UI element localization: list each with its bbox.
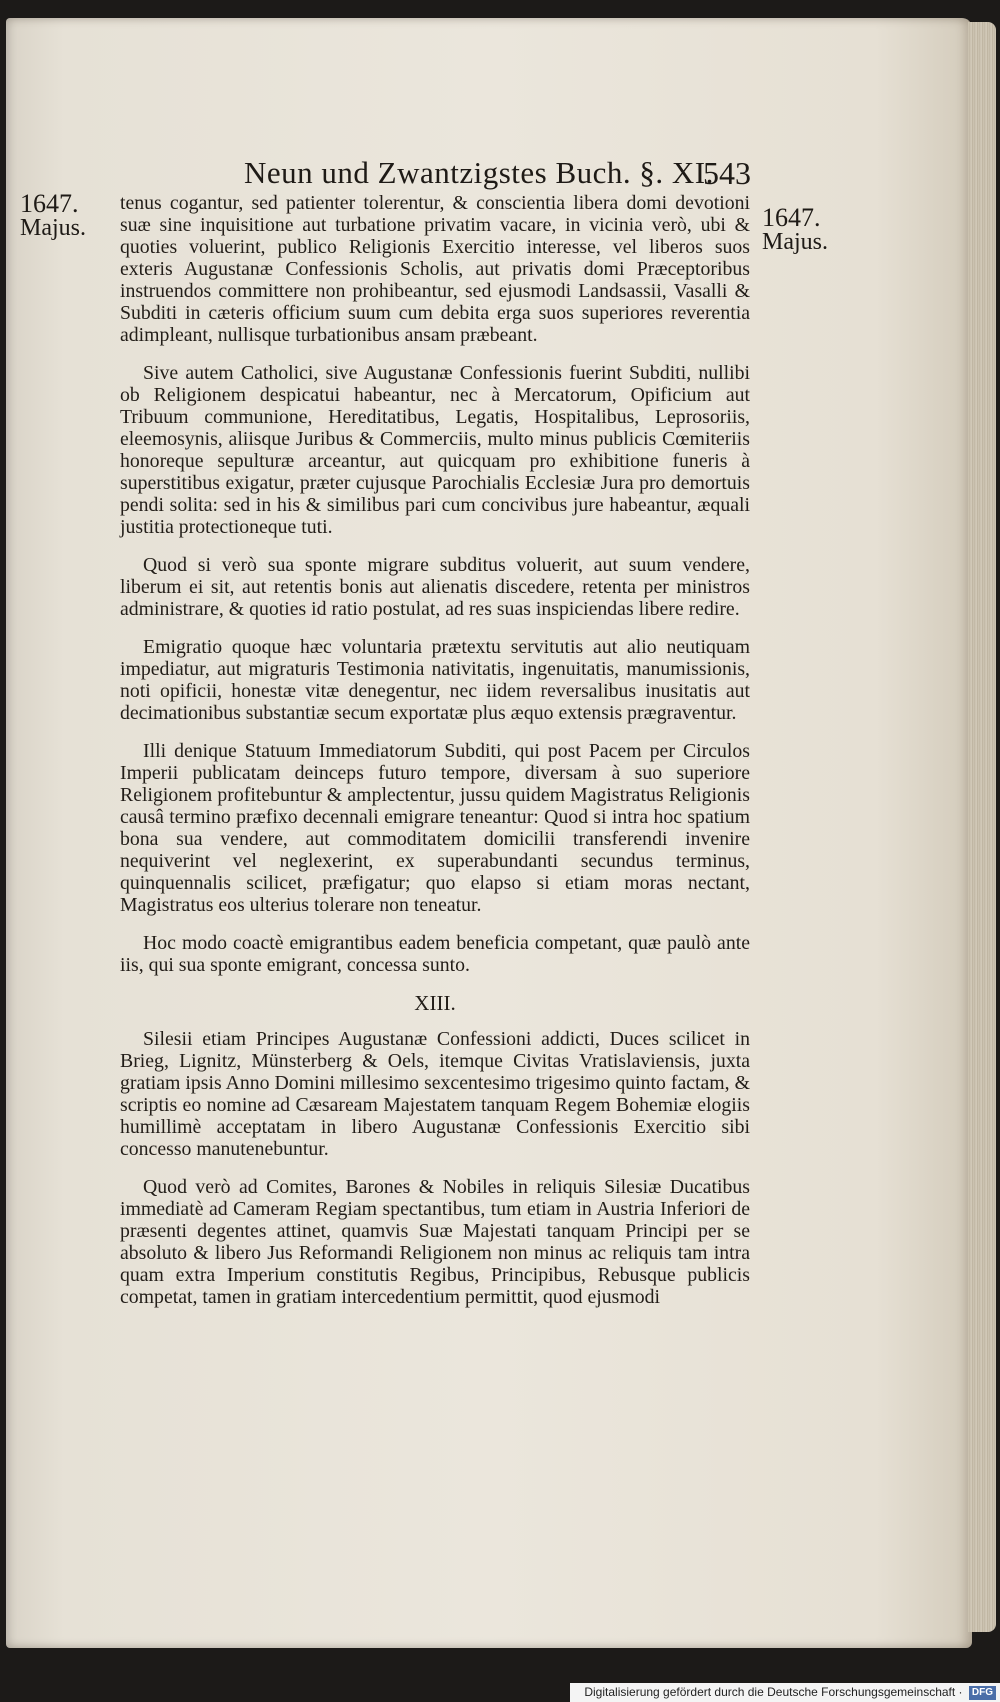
paragraph: Quod verò ad Comites, Barones & Nobiles in reliquis Silesiæ Ducatibus immediatè ad Cameram Regiam spectantibus, tum etiam in Austria Inferiori de præsenti degentes attinet, quamvis Suæ Majestati tanquam Principi per se absoluto & libero Jus Reformandi Religionem non minus ac reliquis tam intra quam extra Imperium constitutis Regibus, Principibus, Rebusque publicis competat, tamen in gratiam intercedentium permittit, quod ejusmodi <box>120 1176 750 1308</box>
digitization-credit: Digitalisierung gefördert durch die Deutsche Forschungsgemeinschaft · DFG <box>570 1683 1000 1702</box>
margin-right-month: Majus. <box>762 229 828 255</box>
margin-note-left <box>20 189 86 241</box>
section-heading: XIII. <box>414 991 456 1015</box>
margin-left-year: 1647. <box>20 189 79 218</box>
credit-text: Digitalisierung gefördert durch die Deutsche Forschungsgemeinschaft <box>584 1685 956 1699</box>
margin-right-year: 1647. <box>762 203 821 232</box>
paragraph: Emigratio quoque hæc voluntaria prætextu servitutis aut alio neutiquam impediatur, aut migraturis Testimonia nativitatis, ingenuitatis, manumissionis, noti opificii, honestæ vitæ denegentur, nec iidem reversalibus inusitatis aut decimationibus substantiæ secum exportatæ plus æquo extensis prægraventur. <box>120 636 750 724</box>
margin-note-right <box>762 203 828 255</box>
dfg-logo-icon: DFG <box>969 1686 996 1700</box>
paragraph: Silesii etiam Principes Augustanæ Confessioni addicti, Duces scilicet in Brieg, Lignitz, Münsterberg & Oels, itemque Civitas Vratislaviensis, juxta gratiam ipsis Anno Domini millesimo sexcentesimo trigesimo quinto factam, & scriptis eo nomine ad Cæsaream Majestatem tanquam Regem Bohemiæ elogiis humillimè acceptatam in libero Augustanæ Confessionis Exercitio sibi concesso manutenebuntur. <box>120 1028 750 1160</box>
page-number: 543 <box>703 155 751 191</box>
page-edges <box>968 22 996 1632</box>
paragraph: Quod si verò sua sponte migrare subditus voluerit, aut suum vendere, liberum ei sit, aut retentis bonis aut alienatis discedere, retenta per ministros administrare, & quoties id ratio postulat, ad res suas inspiciendas libere redire. <box>120 554 750 620</box>
running-head: Neun und Zwantzigstes Buch. §. XI. <box>244 155 714 190</box>
paragraph: Sive autem Catholici, sive Augustanæ Confessionis fuerint Subditi, nullibi ob Religionem despicatui habeantur, nec à Mercatorum, Opificium aut Tribuum communione, Hereditatibus, Legatis, Hospitalibus, Leprosoriis, eleemosynis, aliisque Juribus & Commerciis, multo minus publicis Cœmiteriis honoreque sepulturæ arceantur, aut quicquam pro exhibitione funeris à superstitibus exigatur, præter cujusque Parochialis Ecclesiæ Jura pro demortuis pendi solita: sed in his & similibus pari cum concivibus jure habeantur, æquali justitia protectioneque tuti. <box>120 362 750 538</box>
margin-left-month: Majus. <box>20 215 86 241</box>
body-text <box>120 192 750 1324</box>
paragraph: Illi denique Statuum Immediatorum Subditi, qui post Pacem per Circulos Imperii publicatam deinceps futuro tempore, diversam à suo superiore Religionem profitebuntur & amplectentur, jussu quidem Magistratus Religionis causâ termino præfixo decennali emigrare teneantur: Quod si intra hoc spatium bona sua vendere, aut commoditatem domicilii transferendi invenire nequiverint vel neglexerint, ex superabundanti secundus terminus, quinquennalis scilicet, præfigatur; quo elapso si etiam moras nectant, Magistratus eos ulterius tolerare non teneatur. <box>120 740 750 916</box>
paragraph: tenus cogantur, sed patienter tolerentur, & conscientia libera domi devotioni suæ sine inquisitione aut turbatione privatim vacare, in vicinia verò, ubi & quoties voluerint, publico Religionis Exercitio interesse, vel liberos suos exteris Augustanæ Confessionis Scholis, aut privatis domi Præceptoribus instruendos committere non prohibeantur, sed ejusmodi Landsassii, Vasalli & Subditi in cæteris officium suum cum debita erga suos superiores reverentia adimpleant, nullisque turbationibus ansam præbeant. <box>120 192 750 346</box>
paragraph: Hoc modo coactè emigrantibus eadem beneficia competant, quæ paulò ante iis, qui sua sponte emigrant, concessa sunto. <box>120 932 750 976</box>
